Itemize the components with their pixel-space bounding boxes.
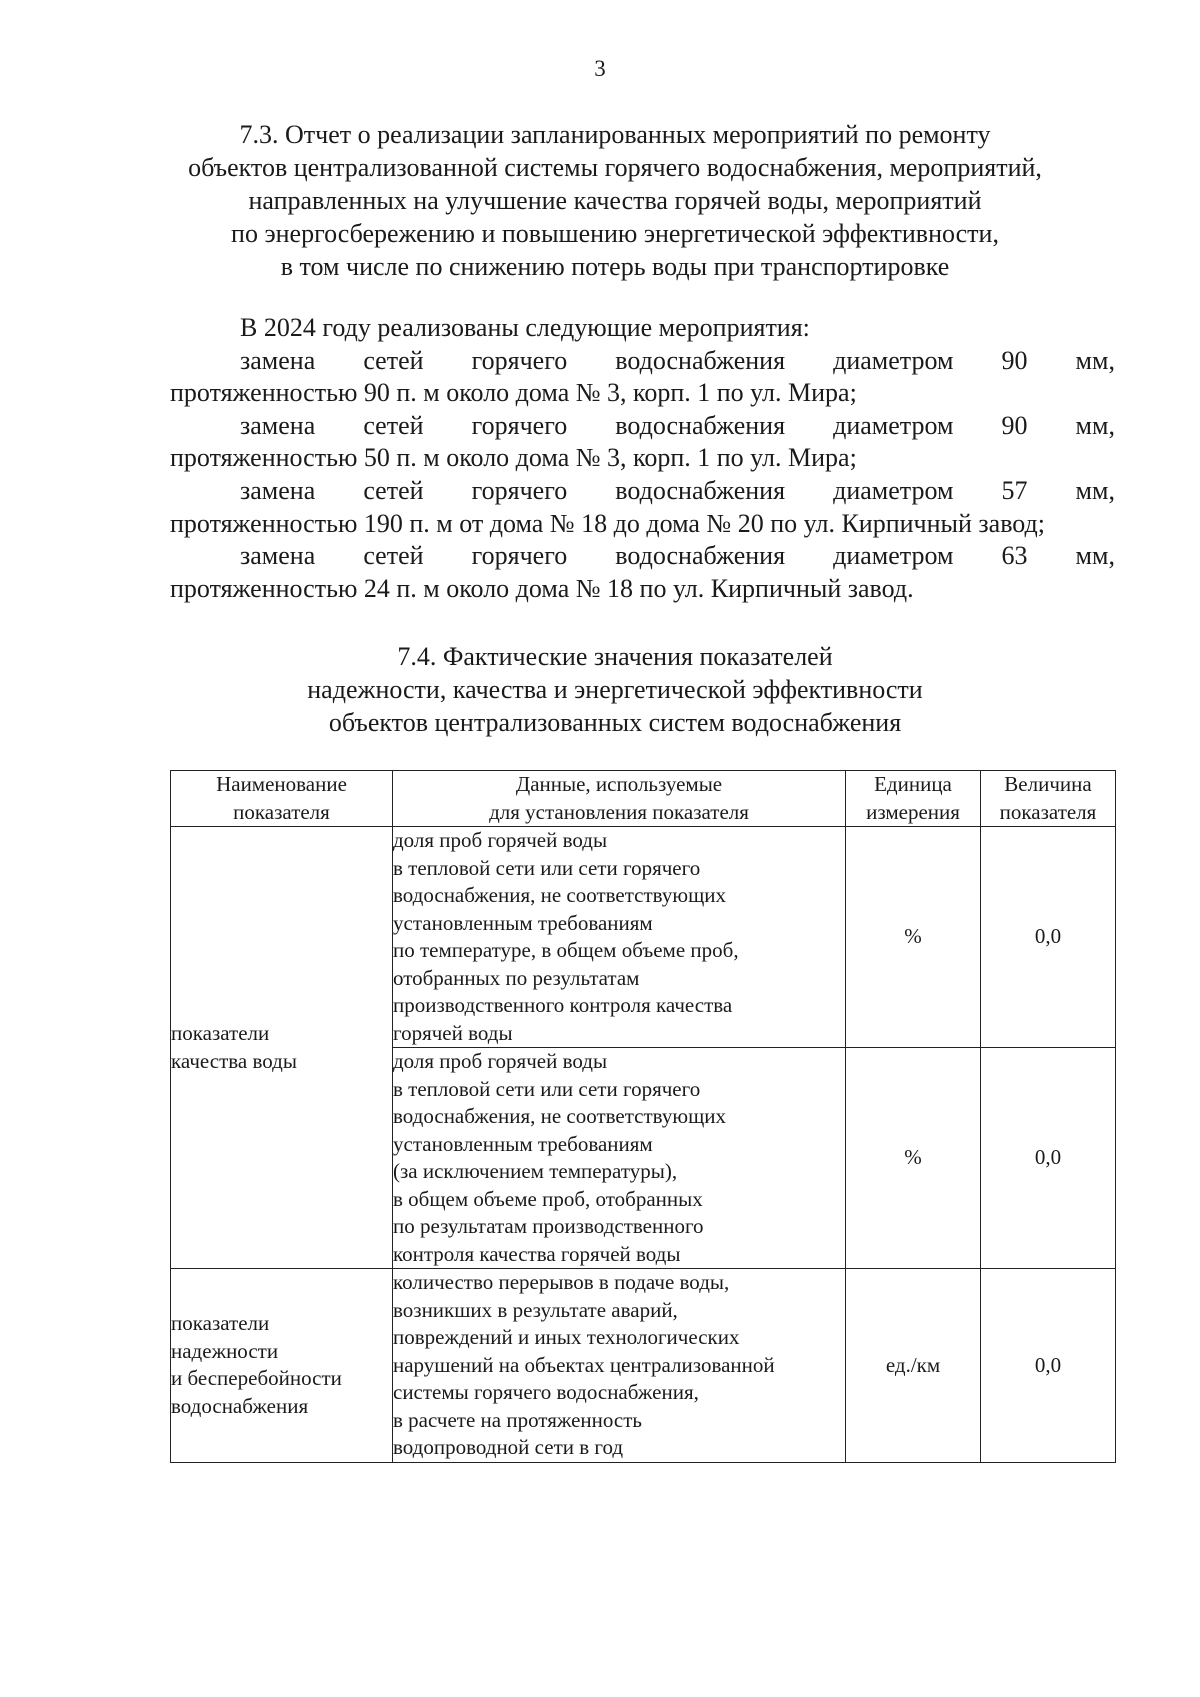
indicators-table	[170, 770, 1116, 1463]
word: сетей	[363, 345, 424, 375]
data-line: водоснабжения, не соответствующих	[393, 883, 726, 907]
word: мм,	[1075, 345, 1115, 375]
measures-intro: В 2024 году реализованы следующие мероприятия:	[240, 313, 810, 342]
data-line: в расчете на протяженность	[393, 1407, 642, 1432]
header-line: для установления показателя	[489, 799, 749, 824]
word: диаметром	[833, 541, 954, 571]
indicator-data-cell	[393, 827, 846, 1048]
data-line: по результатам производственного	[393, 1214, 704, 1238]
indicator-value-cell: 0,0	[981, 827, 1116, 1048]
word: горячего	[471, 475, 568, 505]
title-line: в том числе по снижению потерь воды при транспортировке	[280, 252, 950, 281]
measure-rest: протяженностью 190 п. м от дома № 18 до дома № 20 по ул. Кирпичный завод;	[170, 508, 1046, 538]
data-line: системы горячего водоснабжения,	[393, 1380, 699, 1404]
title-line: по энергосбережению и повышению энергетической эффективности,	[231, 219, 999, 248]
name-line: показатели	[171, 1021, 270, 1045]
data-line: установленным требованиям	[393, 910, 653, 935]
data-line: установленным требованиям	[393, 1131, 653, 1156]
section-7-4-title	[150, 640, 1080, 739]
word: водоснабжения	[615, 475, 786, 505]
title-line: направленных на улучшение качества горячей воды, мероприятий	[248, 186, 982, 215]
title-line: объектов централизованной системы горячего водоснабжения, мероприятий,	[188, 153, 1042, 182]
indicator-unit-cell: %	[846, 827, 981, 1048]
title-line: 7.4. Фактические значения показателей	[397, 642, 833, 671]
measure-item	[170, 475, 1115, 540]
header-line: показателя	[999, 799, 1097, 824]
word: 63	[1001, 541, 1028, 571]
data-line: повреждений и иных технологических	[393, 1325, 740, 1349]
data-line: в общем объеме проб, отобранных	[393, 1186, 703, 1211]
name-line: надежности	[171, 1338, 279, 1363]
name-line: качества воды	[171, 1048, 297, 1073]
header-line: Величина	[1004, 772, 1092, 796]
data-line: отобранных по результатам	[393, 965, 640, 990]
data-line: (за исключением температуры),	[393, 1159, 678, 1183]
data-line: доля проб горячей воды	[393, 1049, 608, 1073]
word: сетей	[363, 410, 424, 440]
data-line: контроля качества горячей воды	[393, 1241, 681, 1266]
indicator-name-cell	[171, 827, 393, 1269]
word: замена	[240, 475, 316, 505]
word: горячего	[471, 345, 568, 375]
word: диаметром	[833, 345, 954, 375]
word: сетей	[363, 475, 424, 505]
header-name	[171, 771, 393, 827]
measure-item	[170, 410, 1115, 475]
header-unit	[846, 771, 981, 827]
indicator-data-cell	[393, 1269, 846, 1463]
word: замена	[240, 410, 316, 440]
table-row	[171, 1269, 1116, 1463]
section-7-3-title	[150, 118, 1080, 283]
measure-rest: протяженностью 24 п. м около дома № 18 по ул. Кирпичный завод.	[170, 573, 914, 603]
data-line: водоснабжения, не соответствующих	[393, 1104, 726, 1128]
data-line: возникших в результате аварий,	[393, 1297, 678, 1322]
measure-item	[170, 540, 1115, 605]
data-line: нарушений на объектах централизованной	[393, 1352, 775, 1377]
word: 90	[1001, 410, 1028, 440]
data-line: водопроводной сети в год	[393, 1435, 624, 1459]
word: горячего	[471, 541, 568, 571]
header-data	[393, 771, 846, 827]
data-line: производственного контроля качества	[393, 993, 733, 1017]
table-row	[171, 827, 1116, 1048]
word: водоснабжения	[615, 410, 786, 440]
page-number: 3	[594, 56, 606, 81]
data-line: доля проб горячей воды	[393, 828, 608, 852]
measure-rest: протяженностью 90 п. м около дома № 3, корп. 1 по ул. Мира;	[170, 378, 857, 408]
name-line: показатели	[171, 1311, 270, 1336]
name-line: водоснабжения	[171, 1393, 309, 1418]
word: горячего	[471, 410, 568, 440]
indicator-value-cell: 0,0	[981, 1269, 1116, 1463]
indicator-unit-cell: ед./км	[846, 1269, 981, 1463]
word: мм,	[1075, 475, 1115, 505]
word: 57	[1001, 475, 1028, 505]
measure-first-line	[170, 475, 1115, 508]
measure-first-line	[170, 540, 1115, 573]
word: замена	[240, 541, 316, 571]
data-line: количество перерывов в подаче воды,	[393, 1270, 730, 1294]
header-line: Данные, используемые	[515, 772, 723, 796]
word: диаметром	[833, 410, 954, 440]
word: водоснабжения	[615, 345, 786, 375]
word: замена	[240, 345, 316, 375]
word: мм,	[1075, 410, 1115, 440]
data-line: в тепловой сети или сети горячего	[393, 855, 701, 880]
word: сетей	[363, 541, 424, 571]
name-line: и бесперебойности	[171, 1366, 342, 1391]
indicator-data-cell	[393, 1048, 846, 1269]
data-line: по температуре, в общем объеме проб,	[393, 938, 739, 962]
header-line: показателя	[233, 799, 330, 824]
table-header-row	[171, 771, 1116, 827]
header-value	[981, 771, 1116, 827]
indicator-name-cell	[171, 1269, 393, 1463]
word: 90	[1001, 345, 1028, 375]
measure-item	[170, 345, 1115, 410]
word: диаметром	[833, 475, 954, 505]
header-line: Наименование	[216, 772, 347, 796]
data-line: горячей воды	[393, 1020, 513, 1045]
indicator-unit-cell: %	[846, 1048, 981, 1269]
word: мм,	[1075, 541, 1115, 571]
title-line: 7.3. Отчет о реализации запланированных мероприятий по ремонту	[239, 120, 991, 149]
header-line: Единица	[874, 772, 952, 796]
title-line: объектов централизованных систем водоснабжения	[328, 708, 902, 737]
measures-body	[170, 312, 1115, 605]
data-line: в тепловой сети или сети горячего	[393, 1076, 701, 1101]
indicator-value-cell: 0,0	[981, 1048, 1116, 1269]
word: водоснабжения	[615, 541, 786, 571]
title-line: надежности, качества и энергетической эффективности	[307, 675, 923, 704]
measure-rest: протяженностью 50 п. м около дома № 3, корп. 1 по ул. Мира;	[170, 443, 857, 473]
header-line: измерения	[866, 799, 960, 824]
measure-first-line	[170, 410, 1115, 443]
measure-first-line	[170, 345, 1115, 378]
